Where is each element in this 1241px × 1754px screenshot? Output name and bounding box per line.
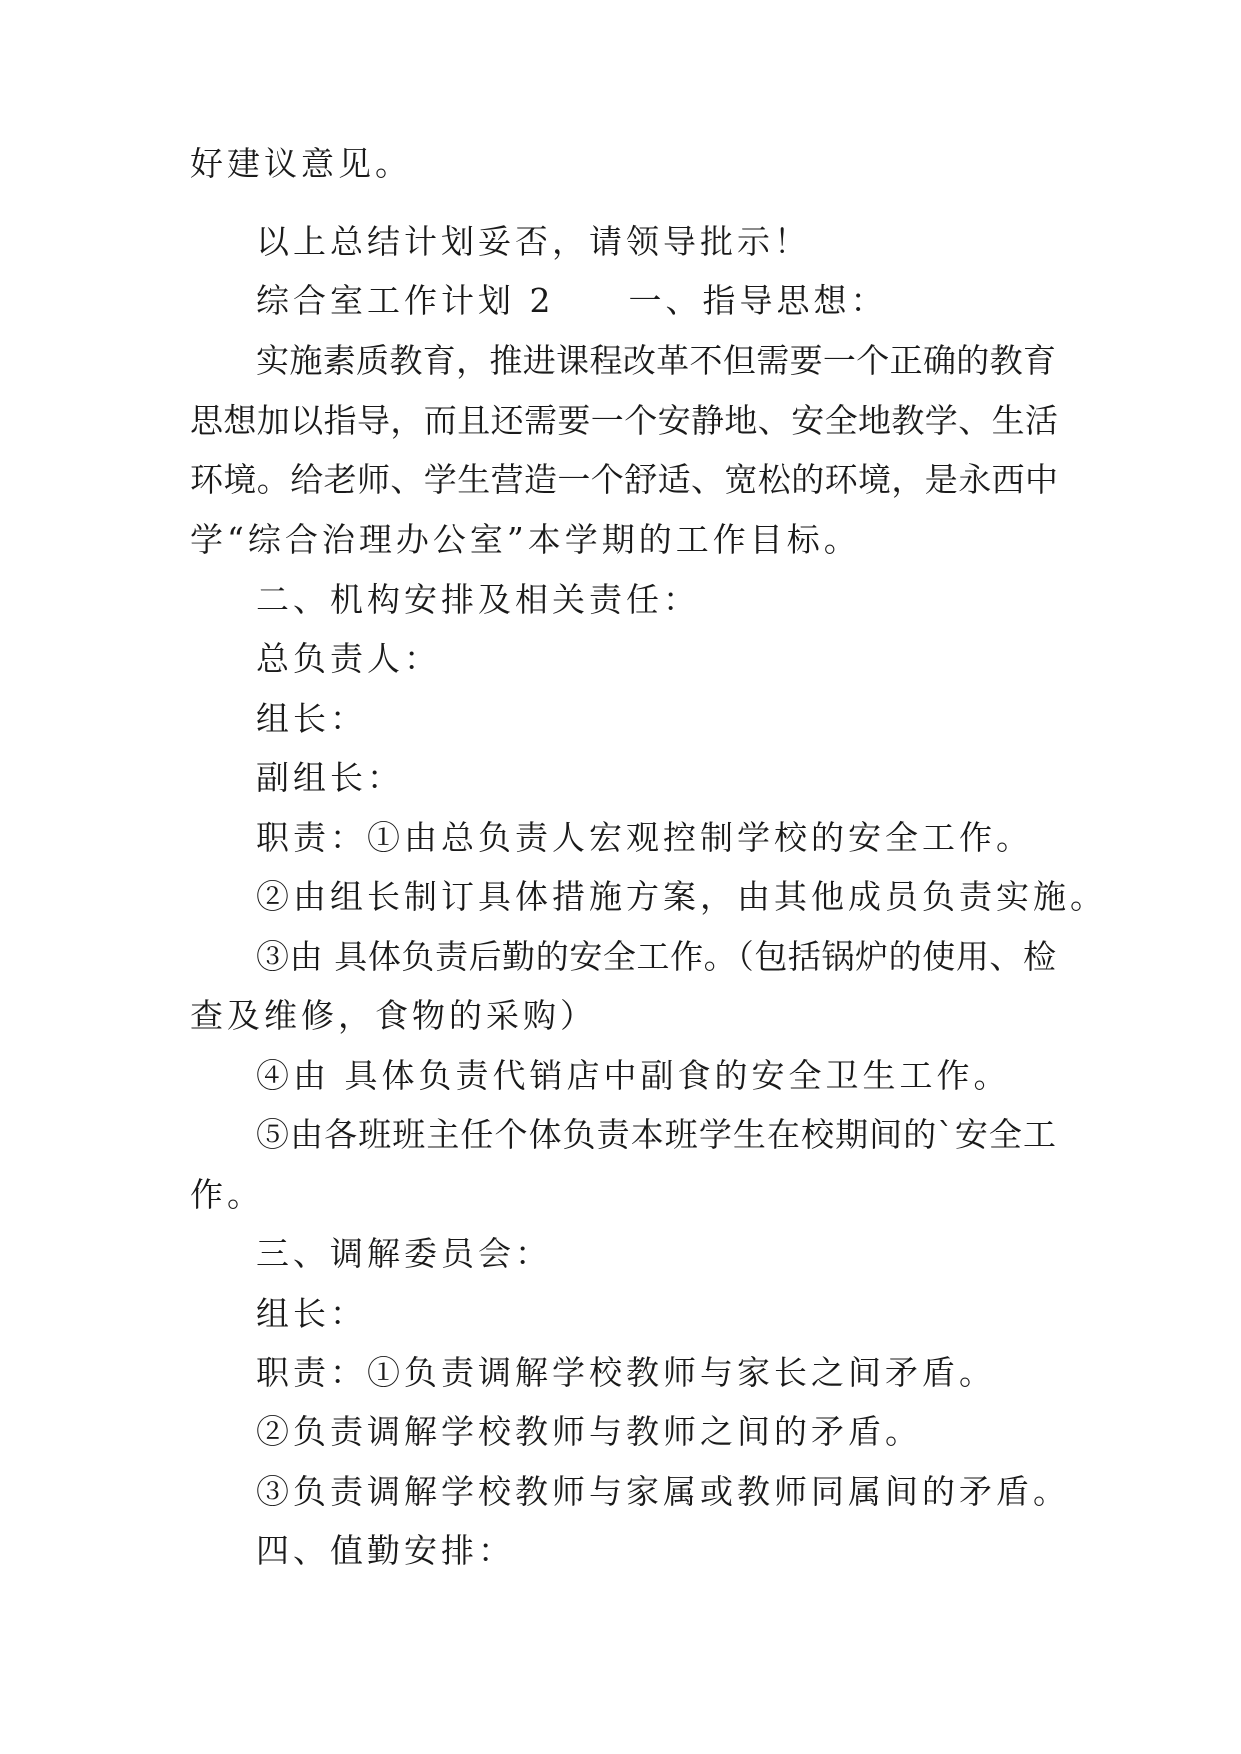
text-line: 实施素质教育，推进课程改革不但需要一个正确的教育 — [256, 341, 1056, 380]
text-line: 以上总结计划妥否，请领导批示！ — [256, 222, 811, 261]
text-line: ②由组长制订具体措施方案，由其他成员负责实施。 — [256, 877, 1107, 916]
text-line: 思想加以指导，而且还需要一个安静地、安全地教学、生活 — [190, 401, 1058, 440]
text-line: 作。 — [190, 1175, 264, 1214]
text-line: ③负责调解学校教师与家属或教师同属间的矛盾。 — [256, 1472, 1070, 1511]
text-line: 组长： — [256, 699, 367, 738]
text-line: 综合室工作计划 2 一、指导思想： — [256, 281, 888, 320]
section-heading: 三、调解委员会： — [256, 1234, 552, 1273]
text-line: ②负责调解学校教师与教师之间的矛盾。 — [256, 1412, 922, 1451]
text-line: 职责：①由总负责人宏观控制学校的安全工作。 — [256, 818, 1033, 857]
text-line: 学“综合治理办公室”本学期的工作目标。 — [190, 520, 861, 559]
text-line: ⑤由各班班主任个体负责本班学生在校期间的`安全工 — [256, 1115, 1056, 1154]
text-line: 职责：①负责调解学校教师与家长之间矛盾。 — [256, 1353, 996, 1392]
section-heading: 二、机构安排及相关责任： — [256, 580, 700, 619]
text-line: 总负责人： — [256, 639, 441, 678]
text-line: 副组长： — [256, 758, 404, 797]
section-heading: 四、值勤安排： — [256, 1531, 515, 1570]
text-line: ③由 具体负责后勤的安全工作。（包括锅炉的使用、检 — [256, 937, 1056, 976]
text-line: 好建议意见。 — [190, 144, 412, 183]
text-line: ④由 具体负责代销店中副食的安全卫生工作。 — [256, 1056, 1011, 1095]
text-line: 环境。给老师、学生营造一个舒适、宽松的环境，是永西中 — [190, 460, 1058, 499]
text-line: 组长： — [256, 1294, 367, 1333]
text-line: 查及维修，食物的采购） — [190, 996, 597, 1035]
